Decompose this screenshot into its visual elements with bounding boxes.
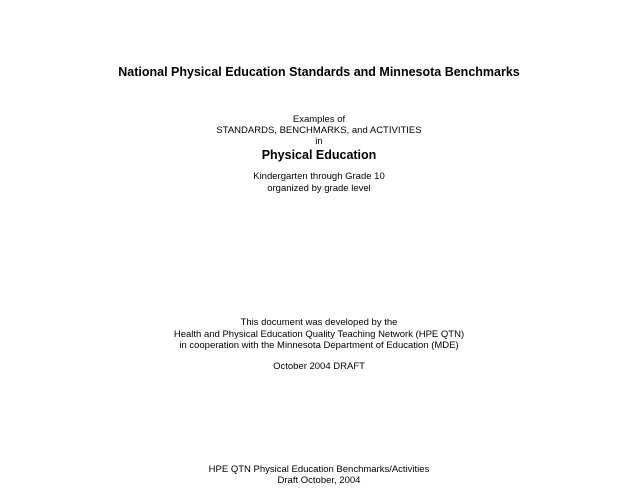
credit-network: Health and Physical Education Quality Teaching Network (HPE QTN) <box>173 329 465 340</box>
intro-examples-of: Examples of <box>292 114 346 125</box>
footer-date: Draft October, 2004 <box>277 475 361 486</box>
draft-date: October 2004 DRAFT <box>273 361 365 372</box>
intro-in: in <box>315 136 323 147</box>
credit-cooperation: in cooperation with the Minnesota Department of Education (MDE) <box>179 340 459 351</box>
grade-range: Kindergarten through Grade 10 <box>253 171 385 182</box>
document-title: National Physical Education Standards and Minnesota Benchmarks <box>118 65 520 79</box>
footer-title: HPE QTN Physical Education Benchmarks/Activities <box>208 464 430 475</box>
subject-heading: Physical Education <box>261 148 377 162</box>
credit-developed-by: This document was developed by the <box>240 317 398 328</box>
intro-standards-benchmarks-activities: STANDARDS, BENCHMARKS, and ACTIVITIES <box>216 125 422 136</box>
grade-organization: organized by grade level <box>267 183 371 194</box>
